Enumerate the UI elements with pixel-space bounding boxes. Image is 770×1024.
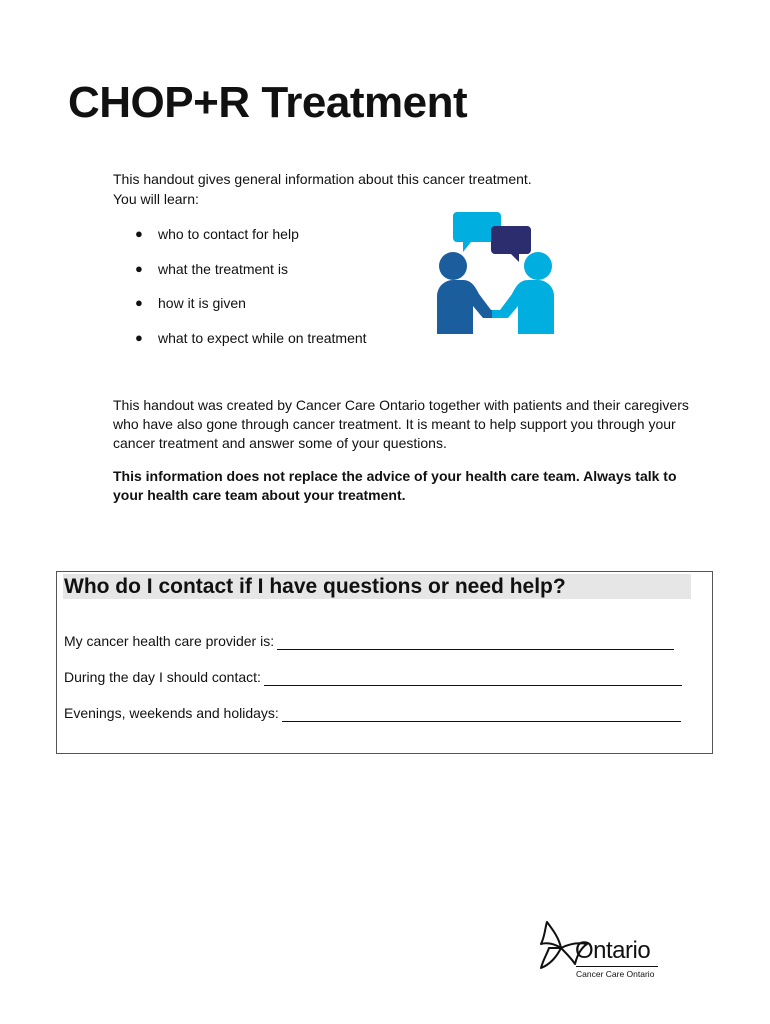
bullet-icon: ● <box>135 260 143 276</box>
contact-box <box>56 571 713 754</box>
left-person-body <box>437 280 501 334</box>
list-item: ● what to expect while on treatment <box>135 329 367 346</box>
intro <box>113 168 593 210</box>
contact-heading: Who do I contact if I have questions or need help? <box>63 574 691 599</box>
daytime-input-line[interactable] <box>264 672 682 686</box>
bullet-icon: ● <box>135 295 143 310</box>
after-hours-input-line[interactable] <box>282 708 681 722</box>
ontario-wordmark: Ontario <box>575 937 651 964</box>
two-people-talking-icon <box>433 208 558 334</box>
right-person-body <box>492 280 554 334</box>
daytime-contact-field <box>64 668 682 686</box>
list-item: ● what the treatment is <box>135 260 288 277</box>
provider-field <box>64 632 674 650</box>
after-hours-field <box>64 704 681 722</box>
right-person-head <box>524 252 552 280</box>
logo-divider <box>576 966 658 967</box>
field-label: During the day I should contact: <box>64 669 261 685</box>
field-label: My cancer health care provider is: <box>64 633 275 649</box>
created-by-paragraph: This handout was created by Cancer Care Ontario together with patients and their caregivers who have also gone through cancer treatment. It is meant to help support you through your cancer treatment and answer some of your questions. <box>113 397 689 451</box>
warning-text: This information does not replace the advice of your health care team. Always talk to your health care team about your treatment. <box>113 468 677 503</box>
provider-input-line[interactable] <box>277 636 674 650</box>
intro-line: You will learn: <box>113 191 199 207</box>
field-label: Evenings, weekends and holidays: <box>64 705 279 721</box>
intro-line: This handout gives general information about this cancer treatment. <box>113 171 532 187</box>
bullet-icon: ● <box>135 329 143 345</box>
logo-subtitle: Cancer Care Ontario <box>576 969 655 979</box>
list-item: ● how it is given <box>135 295 246 311</box>
learn-list <box>113 224 367 362</box>
left-person-head <box>439 252 467 280</box>
speech-bubble-dark <box>491 226 531 262</box>
bullet-icon: ● <box>135 226 143 241</box>
page-title: CHOP+R Treatment <box>68 78 468 127</box>
list-item: ● who to contact for help <box>135 226 299 242</box>
